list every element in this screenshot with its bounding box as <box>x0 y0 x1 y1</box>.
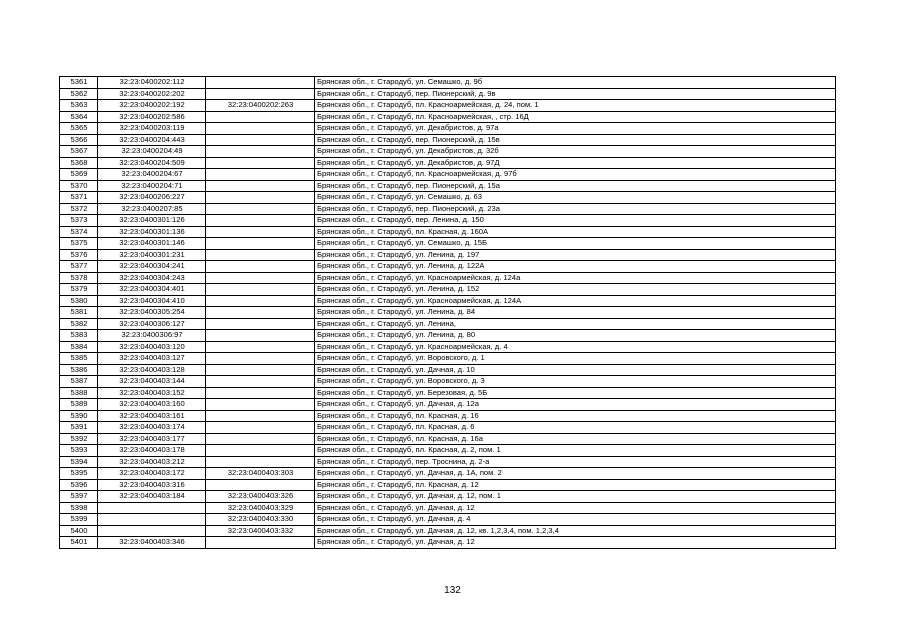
cadastral-number-cell: 32:23:0400301:146 <box>98 238 206 250</box>
related-cadastral-number-cell <box>206 157 315 169</box>
related-cadastral-number-cell <box>206 249 315 261</box>
table-row <box>60 157 836 169</box>
cadastral-number-cell <box>98 514 206 526</box>
row-number-cell: 5369 <box>60 169 98 181</box>
table-row <box>60 456 836 468</box>
cadastral-number-cell: 32:23:0400403:174 <box>98 422 206 434</box>
table-row <box>60 376 836 388</box>
row-number-cell: 5387 <box>60 376 98 388</box>
table-row <box>60 123 836 135</box>
address-cell: Брянская обл., г. Стародуб, пл. Красноармейская, д. 97б <box>315 169 836 181</box>
cadastral-number-cell: 32:23:0400403:346 <box>98 537 206 549</box>
address-cell: Брянская обл., г. Стародуб, ул. Ленина, д. 84 <box>315 307 836 319</box>
cadastral-number-cell: 32:23:0400202:192 <box>98 100 206 112</box>
related-cadastral-number-cell <box>206 422 315 434</box>
row-number-cell: 5385 <box>60 353 98 365</box>
table-row <box>60 146 836 158</box>
related-cadastral-number-cell <box>206 88 315 100</box>
related-cadastral-number-cell <box>206 134 315 146</box>
row-number-cell: 5399 <box>60 514 98 526</box>
row-number-cell: 5367 <box>60 146 98 158</box>
cadastral-number-cell: 32:23:0400203:119 <box>98 123 206 135</box>
address-cell: Брянская обл., г. Стародуб, пер. Пионерский, д. 9в <box>315 88 836 100</box>
table-row <box>60 307 836 319</box>
row-number-cell: 5396 <box>60 479 98 491</box>
row-number-cell: 5393 <box>60 445 98 457</box>
address-cell: Брянская обл., г. Стародуб, пл. Красная, д. 2, пом. 1 <box>315 445 836 457</box>
cadastral-number-cell: 32:23:0400207:85 <box>98 203 206 215</box>
address-cell: Брянская обл., г. Стародуб, ул. Дачная, д. 10 <box>315 364 836 376</box>
row-number-cell: 5394 <box>60 456 98 468</box>
related-cadastral-number-cell <box>206 399 315 411</box>
cadastral-number-cell: 32:23:0400403:178 <box>98 445 206 457</box>
table-row <box>60 422 836 434</box>
table-row <box>60 525 836 537</box>
row-number-cell: 5363 <box>60 100 98 112</box>
cadastral-number-cell: 32:23:0400403:144 <box>98 376 206 388</box>
cadastral-number-cell <box>98 502 206 514</box>
cadastral-number-cell: 32:23:0400305:254 <box>98 307 206 319</box>
cadastral-number-cell: 32:23:0400204:509 <box>98 157 206 169</box>
table-row <box>60 284 836 296</box>
row-number-cell: 5364 <box>60 111 98 123</box>
cadastral-number-cell: 32:23:0400403:160 <box>98 399 206 411</box>
related-cadastral-number-cell: 32:23:0400202:263 <box>206 100 315 112</box>
table-row <box>60 295 836 307</box>
table-row <box>60 364 836 376</box>
table-row <box>60 261 836 273</box>
cadastral-number-cell: 32:23:0400403:152 <box>98 387 206 399</box>
related-cadastral-number-cell <box>206 410 315 422</box>
related-cadastral-number-cell <box>206 479 315 491</box>
related-cadastral-number-cell <box>206 537 315 549</box>
cadastral-number-cell: 32:23:0400204:67 <box>98 169 206 181</box>
address-cell: Брянская обл., г. Стародуб, ул. Ленина, д. 152 <box>315 284 836 296</box>
row-number-cell: 5361 <box>60 77 98 89</box>
row-number-cell: 5386 <box>60 364 98 376</box>
row-number-cell: 5391 <box>60 422 98 434</box>
address-cell: Брянская обл., г. Стародуб, ул. Красноармейская, д. 124А <box>315 295 836 307</box>
address-cell: Брянская обл., г. Стародуб, ул. Дачная, д. 12 <box>315 502 836 514</box>
table-row <box>60 272 836 284</box>
address-cell: Брянская обл., г. Стародуб, ул. Дачная, д. 12а <box>315 399 836 411</box>
related-cadastral-number-cell: 32:23:0400403:303 <box>206 468 315 480</box>
row-number-cell: 5379 <box>60 284 98 296</box>
cadastral-number-cell: 32:23:0400403:316 <box>98 479 206 491</box>
related-cadastral-number-cell <box>206 123 315 135</box>
cadastral-number-cell: 32:23:0400306:97 <box>98 330 206 342</box>
address-cell: Брянская обл., г. Стародуб, пл. Красная, д. 12 <box>315 479 836 491</box>
cadastral-number-cell: 32:23:0400304:243 <box>98 272 206 284</box>
table-row <box>60 433 836 445</box>
address-cell: Брянская обл., г. Стародуб, ул. Ленина, <box>315 318 836 330</box>
row-number-cell: 5381 <box>60 307 98 319</box>
row-number-cell: 5400 <box>60 525 98 537</box>
related-cadastral-number-cell <box>206 146 315 158</box>
related-cadastral-number-cell <box>206 456 315 468</box>
table-row <box>60 353 836 365</box>
row-number-cell: 5392 <box>60 433 98 445</box>
table-row <box>60 169 836 181</box>
related-cadastral-number-cell <box>206 203 315 215</box>
table-row <box>60 77 836 89</box>
address-cell: Брянская обл., г. Стародуб, пл. Красная, д. 6 <box>315 422 836 434</box>
table-row <box>60 100 836 112</box>
address-cell: Брянская обл., г. Стародуб, пл. Красная, д. 16 <box>315 410 836 422</box>
related-cadastral-number-cell <box>206 433 315 445</box>
address-cell: Брянская обл., г. Стародуб, пер. Ленина, д. 150 <box>315 215 836 227</box>
table-row <box>60 226 836 238</box>
row-number-cell: 5398 <box>60 502 98 514</box>
table-row <box>60 514 836 526</box>
address-cell: Брянская обл., г. Стародуб, пл. Красноармейская, , стр. 16Д <box>315 111 836 123</box>
related-cadastral-number-cell <box>206 284 315 296</box>
cadastral-number-cell: 32:23:0400403:128 <box>98 364 206 376</box>
address-cell: Брянская обл., г. Стародуб, ул. Дачная, д. 12 <box>315 537 836 549</box>
cadastral-number-cell: 32:23:0400202:586 <box>98 111 206 123</box>
cadastral-number-cell: 32:23:0400403:127 <box>98 353 206 365</box>
page-number: 132 <box>444 585 461 596</box>
registry-table-body <box>60 77 836 549</box>
related-cadastral-number-cell <box>206 341 315 353</box>
row-number-cell: 5366 <box>60 134 98 146</box>
row-number-cell: 5372 <box>60 203 98 215</box>
address-cell: Брянская обл., г. Стародуб, пер. Пионерский, д. 15в <box>315 134 836 146</box>
row-number-cell: 5388 <box>60 387 98 399</box>
related-cadastral-number-cell <box>206 387 315 399</box>
row-number-cell: 5375 <box>60 238 98 250</box>
related-cadastral-number-cell <box>206 353 315 365</box>
table-row <box>60 330 836 342</box>
row-number-cell: 5395 <box>60 468 98 480</box>
table-row <box>60 410 836 422</box>
address-cell: Брянская обл., г. Стародуб, пл. Красная, д. 16а <box>315 433 836 445</box>
address-cell: Брянская обл., г. Стародуб, пер. Пионерский, д. 15а <box>315 180 836 192</box>
related-cadastral-number-cell <box>206 364 315 376</box>
table-row <box>60 180 836 192</box>
related-cadastral-number-cell: 32:23:0400403:326 <box>206 491 315 503</box>
address-cell: Брянская обл., г. Стародуб, ул. Ленина, д. 122А <box>315 261 836 273</box>
table-row <box>60 399 836 411</box>
address-cell: Брянская обл., г. Стародуб, ул. Ленина, д. 80 <box>315 330 836 342</box>
related-cadastral-number-cell <box>206 318 315 330</box>
address-cell: Брянская обл., г. Стародуб, ул. Воровского, д. 1 <box>315 353 836 365</box>
cadastral-number-cell: 32:23:0400301:231 <box>98 249 206 261</box>
row-number-cell: 5376 <box>60 249 98 261</box>
table-row <box>60 192 836 204</box>
related-cadastral-number-cell <box>206 307 315 319</box>
address-cell: Брянская обл., г. Стародуб, ул. Семашко, д. 15Б <box>315 238 836 250</box>
address-cell: Брянская обл., г. Стародуб, пер. Троснина, д. 2-а <box>315 456 836 468</box>
address-cell: Брянская обл., г. Стародуб, ул. Дачная, д. 4 <box>315 514 836 526</box>
row-number-cell: 5383 <box>60 330 98 342</box>
cadastral-number-cell: 32:23:0400304:410 <box>98 295 206 307</box>
address-cell: Брянская обл., г. Стародуб, ул. Березовая, д. 5Б <box>315 387 836 399</box>
table-row <box>60 238 836 250</box>
related-cadastral-number-cell: 32:23:0400403:330 <box>206 514 315 526</box>
table-row <box>60 318 836 330</box>
row-number-cell: 5373 <box>60 215 98 227</box>
table-row <box>60 341 836 353</box>
table-row <box>60 468 836 480</box>
related-cadastral-number-cell <box>206 272 315 284</box>
row-number-cell: 5384 <box>60 341 98 353</box>
address-cell: Брянская обл., г. Стародуб, пл. Красноармейская, д. 24, пом. 1 <box>315 100 836 112</box>
address-cell: Брянская обл., г. Стародуб, ул. Дачная, д. 1А, пом. 2 <box>315 468 836 480</box>
row-number-cell: 5390 <box>60 410 98 422</box>
address-cell: Брянская обл., г. Стародуб, ул. Красноармейская, д. 124а <box>315 272 836 284</box>
address-cell: Брянская обл., г. Стародуб, ул. Воровского, д. 3 <box>315 376 836 388</box>
row-number-cell: 5374 <box>60 226 98 238</box>
address-cell: Брянская обл., г. Стародуб, ул. Декабристов, д. 32б <box>315 146 836 158</box>
table-row <box>60 134 836 146</box>
address-cell: Брянская обл., г. Стародуб, ул. Красноармейская, д. 4 <box>315 341 836 353</box>
row-number-cell: 5380 <box>60 295 98 307</box>
cadastral-number-cell: 32:23:0400301:136 <box>98 226 206 238</box>
table-row <box>60 479 836 491</box>
address-cell: Брянская обл., г. Стародуб, ул. Декабристов, д. 97Д <box>315 157 836 169</box>
table-row <box>60 88 836 100</box>
row-number-cell: 5378 <box>60 272 98 284</box>
cadastral-number-cell: 32:23:0400403:161 <box>98 410 206 422</box>
row-number-cell: 5365 <box>60 123 98 135</box>
cadastral-number-cell: 32:23:0400403:212 <box>98 456 206 468</box>
row-number-cell: 5397 <box>60 491 98 503</box>
table-row <box>60 537 836 549</box>
related-cadastral-number-cell <box>206 111 315 123</box>
row-number-cell: 5382 <box>60 318 98 330</box>
related-cadastral-number-cell <box>206 330 315 342</box>
table-row <box>60 491 836 503</box>
related-cadastral-number-cell <box>206 226 315 238</box>
address-cell: Брянская обл., г. Стародуб, ул. Декабристов, д. 97а <box>315 123 836 135</box>
address-cell: Брянская обл., г. Стародуб, пл. Красная, д. 160А <box>315 226 836 238</box>
cadastral-number-cell: 32:23:0400204:49 <box>98 146 206 158</box>
table-row <box>60 387 836 399</box>
related-cadastral-number-cell <box>206 261 315 273</box>
row-number-cell: 5401 <box>60 537 98 549</box>
address-cell: Брянская обл., г. Стародуб, ул. Дачная, д. 12, кв. 1,2,3,4, пом. 1,2,3,4 <box>315 525 836 537</box>
table-row <box>60 215 836 227</box>
cadastral-number-cell: 32:23:0400204:71 <box>98 180 206 192</box>
cadastral-number-cell: 32:23:0400306:127 <box>98 318 206 330</box>
cadastral-number-cell: 32:23:0400202:112 <box>98 77 206 89</box>
address-cell: Брянская обл., г. Стародуб, ул. Семашко, д. 9б <box>315 77 836 89</box>
related-cadastral-number-cell <box>206 192 315 204</box>
related-cadastral-number-cell <box>206 445 315 457</box>
address-cell: Брянская обл., г. Стародуб, ул. Дачная, д. 12, пом. 1 <box>315 491 836 503</box>
address-cell: Брянская обл., г. Стародуб, ул. Ленина, д. 197 <box>315 249 836 261</box>
table-row <box>60 249 836 261</box>
cadastral-number-cell: 32:23:0400301:126 <box>98 215 206 227</box>
cadastral-number-cell: 32:23:0400403:120 <box>98 341 206 353</box>
cadastral-number-cell: 32:23:0400403:172 <box>98 468 206 480</box>
cadastral-number-cell: 32:23:0400403:184 <box>98 491 206 503</box>
table-row <box>60 203 836 215</box>
cadastral-number-cell <box>98 525 206 537</box>
address-cell: Брянская обл., г. Стародуб, пер. Пионерский, д. 23а <box>315 203 836 215</box>
related-cadastral-number-cell <box>206 238 315 250</box>
registry-table <box>59 76 836 549</box>
row-number-cell: 5371 <box>60 192 98 204</box>
row-number-cell: 5389 <box>60 399 98 411</box>
related-cadastral-number-cell: 32:23:0400403:329 <box>206 502 315 514</box>
row-number-cell: 5370 <box>60 180 98 192</box>
related-cadastral-number-cell: 32:23:0400403:332 <box>206 525 315 537</box>
cadastral-number-cell: 32:23:0400304:241 <box>98 261 206 273</box>
related-cadastral-number-cell <box>206 295 315 307</box>
table-row <box>60 502 836 514</box>
cadastral-number-cell: 32:23:0400304:401 <box>98 284 206 296</box>
address-cell: Брянская обл., г. Стародуб, ул. Семашко, д. 63 <box>315 192 836 204</box>
table-row <box>60 445 836 457</box>
cadastral-number-cell: 32:23:0400403:177 <box>98 433 206 445</box>
cadastral-number-cell: 32:23:0400206:227 <box>98 192 206 204</box>
related-cadastral-number-cell <box>206 376 315 388</box>
related-cadastral-number-cell <box>206 77 315 89</box>
related-cadastral-number-cell <box>206 169 315 181</box>
row-number-cell: 5368 <box>60 157 98 169</box>
related-cadastral-number-cell <box>206 215 315 227</box>
cadastral-number-cell: 32:23:0400204:443 <box>98 134 206 146</box>
row-number-cell: 5377 <box>60 261 98 273</box>
related-cadastral-number-cell <box>206 180 315 192</box>
row-number-cell: 5362 <box>60 88 98 100</box>
table-row <box>60 111 836 123</box>
cadastral-number-cell: 32:23:0400202:202 <box>98 88 206 100</box>
